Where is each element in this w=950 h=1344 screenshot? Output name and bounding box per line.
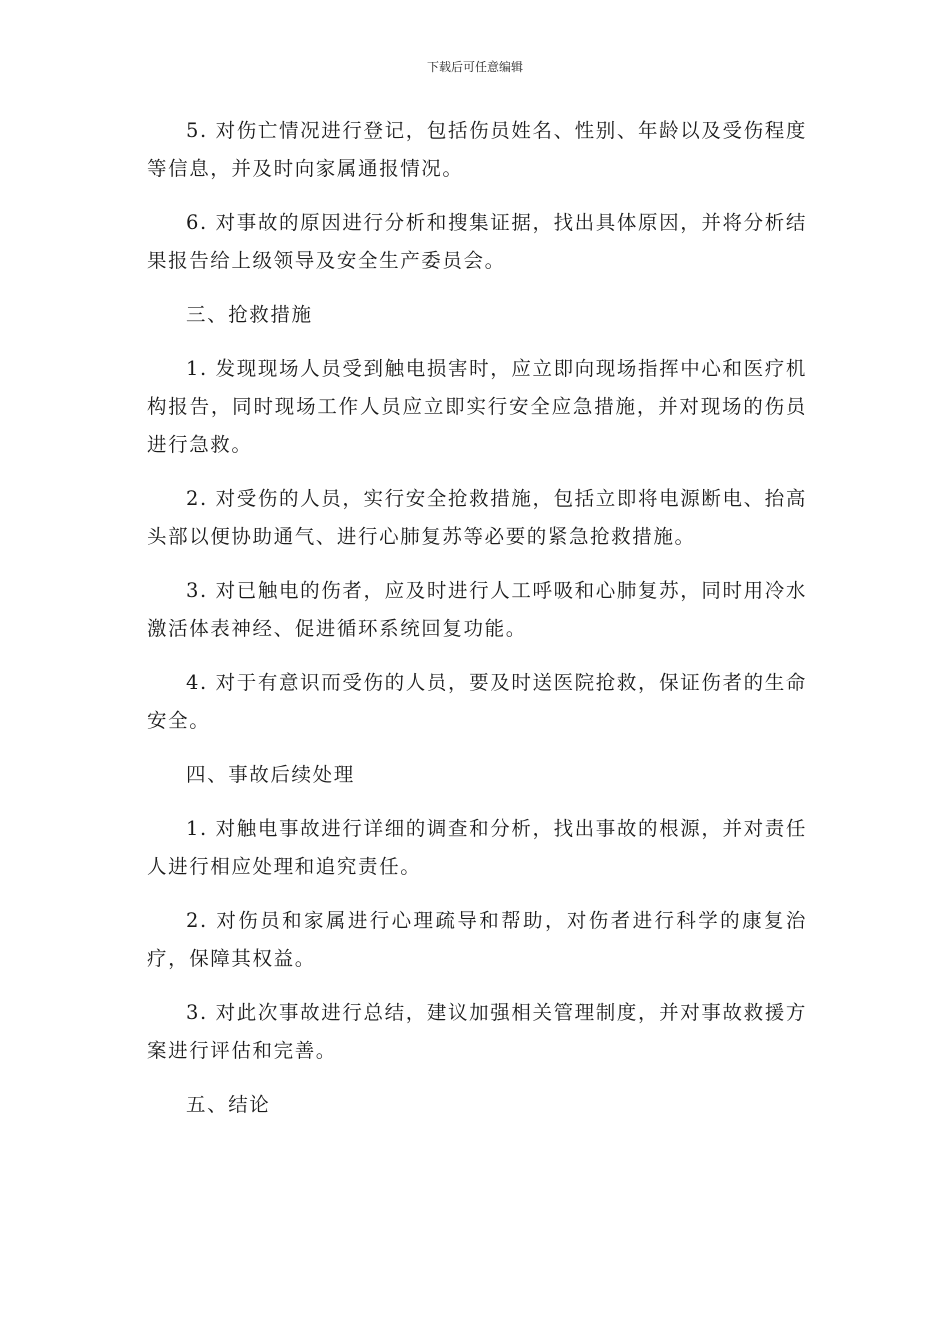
paragraph-follow-up-1: 1. 对触电事故进行详细的调查和分析，找出事故的根源，并对责任人进行相应处理和追究责任。	[147, 817, 807, 878]
paragraph-cause-analysis: 6. 对事故的原因进行分析和搜集证据，找出具体原因，并将分析结果报告给上级领导及安全生产委员会。	[147, 211, 807, 272]
section-heading-follow-up: 四、事故后续处理	[186, 763, 355, 786]
paragraph-rescue-3: 3. 对已触电的伤者，应及时进行人工呼吸和心肺复苏，同时用冷水激活体表神经、促进循环系统回复功能。	[147, 579, 807, 640]
section-heading-conclusion: 五、结论	[186, 1093, 271, 1116]
paragraph-follow-up-3: 3. 对此次事故进行总结，建议加强相关管理制度，并对事故救援方案进行评估和完善。	[147, 1001, 807, 1062]
paragraph-casualty-registration: 5. 对伤亡情况进行登记，包括伤员姓名、性别、年龄以及受伤程度等信息，并及时向家属通报情况。	[147, 119, 807, 180]
page-header: 下载后可任意编辑	[426, 60, 523, 74]
paragraph-follow-up-2: 2. 对伤员和家属进行心理疏导和帮助，对伤者进行科学的康复治疗，保障其权益。	[147, 909, 807, 970]
section-heading-rescue-measures: 三、抢救措施	[186, 303, 313, 326]
document-body	[147, 112, 807, 1140]
paragraph-rescue-1: 1. 发现现场人员受到触电损害时，应立即向现场指挥中心和医疗机构报告，同时现场工作人员应立即实行安全应急措施，并对现场的伤员进行急救。	[147, 357, 807, 456]
paragraph-rescue-4: 4. 对于有意识而受伤的人员，要及时送医院抢救，保证伤者的生命安全。	[147, 671, 807, 732]
paragraph-rescue-2: 2. 对受伤的人员，实行安全抢救措施，包括立即将电源断电、抬高头部以便协助通气、进行心肺复苏等必要的紧急抢救措施。	[147, 487, 807, 548]
